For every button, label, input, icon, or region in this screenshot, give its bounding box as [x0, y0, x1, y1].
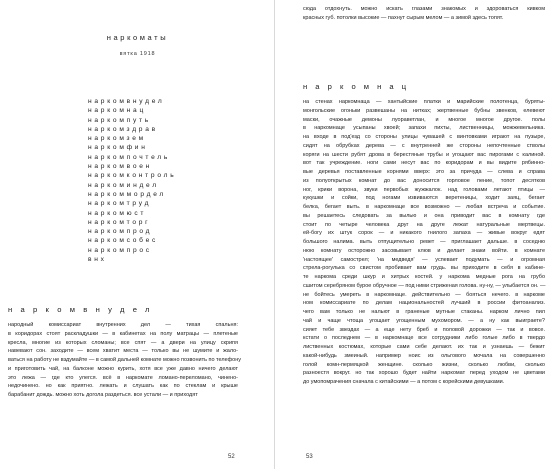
commissariat-item: наркомвнудел	[88, 98, 165, 105]
commissariat-item: наркомвоен	[88, 163, 153, 171]
commissariat-item: наркомздрав	[88, 125, 158, 133]
text-line: в наркомнаце усыпаны хвоей; запахи пихты, лиственницы, можжевельника.	[303, 125, 545, 132]
text-line: ног, крики ворона, звуки первобых жужжалок. над головами летают птицы —	[303, 186, 545, 193]
text-line: навевают сон. заходите — всем хватит места — только вы не шумите и жало-	[8, 348, 238, 355]
commissariat-item: наркомзем	[88, 135, 146, 143]
commissariat-item: наркомнац	[88, 107, 146, 115]
chapter-heading: наркомвнудел	[8, 305, 158, 314]
text-line: сидят на обрубках дерева — с внутренней же стороны непочтенные стволы	[303, 142, 545, 149]
text-line: это лежа — где кто улегся. всё в наркомате ломано-переломано, чиненo-	[8, 374, 238, 381]
right-page	[275, 0, 550, 469]
text-line: маски, очажные демоны луораветлан, и многое многое другое. полы	[303, 116, 545, 123]
page-number: 52	[228, 454, 235, 460]
text-line: стоит по четыре человека друг на друге лежат натуральные мертвецы.	[303, 221, 545, 228]
text-line: ей-богу их штук сорок — и никакого гнилого запаха — живые вокруг едят	[303, 230, 545, 237]
commissariat-item: наркомпуть	[88, 116, 151, 124]
commissariat-list	[88, 97, 177, 264]
text-line: какой-нибудь змеиный. например ноис из ольгового мочала на совершенно	[303, 352, 545, 359]
text-line: из полуоткрытых комнат до вас доносится горловое пение, топот десятков	[303, 177, 545, 184]
text-line: народный комиссариат внутренних дел — тихая спальня:	[8, 322, 238, 328]
text-line: вы решаетесь следовать за вылью и она приводит вас в комнату где	[303, 212, 545, 219]
text-line: до умопомрачения сначала с китайскими — а потом с корейскими девушками.	[303, 379, 505, 385]
text-line: разноестя вокруг. но так хорошо будет найти наркомат перед уходом не цветами	[303, 370, 545, 377]
commissariat-item: наркоммордел	[88, 190, 166, 198]
text-line: сшитом серебряном бурое обручное — под ними стриженая голова. ну-ну, — улыбается он. —	[303, 282, 546, 289]
commissariat-item: наркомконтроль	[88, 172, 177, 180]
continued-text	[303, 5, 545, 22]
commissariat-item: наркомпрод	[88, 228, 153, 236]
text-line: ваться на работу не вздумайте — в самой дальней комнате можно позвонить по телефону	[8, 357, 242, 363]
chapter-heading: наркомнац	[303, 82, 415, 91]
text-line: в коридорах стоят раскладушки — в кабинетах на полу матрацы — плетеные	[8, 330, 238, 337]
text-line: и приготовить чай, на балконе можно курить, хотя все уже давно ничего делают	[8, 365, 238, 372]
text-line: чай и чаще чтоща угощает угощенным мухомором. — а ну как выиграете?	[303, 317, 545, 324]
text-line: красных губ. потолки высокие — пахнут сырым мелом — а зимой здесь топят.	[303, 14, 504, 21]
text-line: белка, бегает выть. в наркомнаце все возможно — любая встреча и событие.	[303, 204, 545, 210]
left-page	[0, 0, 274, 469]
text-line: те наркома среди шкур и хитрых костей. у наркома медные рога на грубо	[303, 274, 545, 280]
text-line: коряги на шести рубят дрова в берестяные трубы и угощают вас пирогами с калиной.	[303, 151, 545, 158]
text-line: стрела-рогулька со свистом пробивает вам грудь. вы приходите в себя в кабине-	[303, 265, 545, 272]
page-number: 53	[306, 454, 313, 460]
commissariat-item: наркомсобес	[88, 237, 159, 245]
text-line: недочинено. но как приятно. лежать и слушать как по стеклам и крыше	[8, 383, 238, 390]
body-text	[8, 321, 242, 400]
commissariat-item: наркомтруд	[88, 200, 152, 208]
text-line: монгольские огоньки развешаны на нитках; жертвенные бубны звенков, елевеют	[303, 107, 545, 114]
section-title: наркоматы	[106, 33, 169, 42]
text-line: сияет тебе звездах — а еще нету бреб и половой дорожки — так и вовсе.	[303, 326, 545, 333]
text-line: барабанит дождь. можно хоть догола раздеться. все устали — и приходят	[8, 392, 198, 398]
body-text	[303, 98, 545, 387]
commissariat-item: наркоминдел	[88, 181, 159, 189]
commissariat-item: наркомпочтель	[88, 153, 171, 161]
commissariat-item: наркомпрос	[88, 246, 152, 254]
text-line: 'настоящее' самострел; 'на медведя' — успевает подумать — и огромная	[303, 256, 545, 263]
text-line: на стенах наркомнаца — хантыйские платки и марийские полотенца, буряты-	[303, 99, 545, 105]
text-line: лиственных костюмах, которые сами себе делают. их так и узнаешь — бежит	[303, 344, 545, 350]
text-line: нюю комнату осторожно засовывает клюв и делает знаки войти. в комнате	[303, 247, 545, 254]
section-subtitle: вятка 1918	[119, 51, 156, 57]
commissariat-item: наркомфин	[88, 144, 148, 152]
text-line: вые деревья поставленные корнями вверх: это за причуда — слева и справа	[303, 169, 545, 175]
commissariat-item: наркомторг	[88, 218, 151, 226]
text-line: сюда отдохнуть. можно искать глазами знакомых и здороваться кивком	[303, 6, 545, 12]
text-line: не бойтесь умереть в наркомнаце. действительно — бояться нечего. в наркоме	[303, 291, 545, 298]
commissariat-item: внх	[88, 256, 107, 264]
text-line: кстати о последнем — в наркомнаце все сотрудники либо голые либо в твердо	[303, 335, 545, 342]
text-line: вот так учреждение. ноги сами несут вас по коридорам и вы видите рябинно-	[303, 160, 545, 167]
text-line: на входе в под'езд со стороны улицы чувашей с винтовками играют на пузыре,	[303, 134, 545, 140]
text-line: кукушки и сойки, под ногами извиваются веретеницы, ходит заяц, бегает	[303, 195, 545, 202]
text-line: ном комиссариате по делам национальностей лучший в россии фитоанализ.	[303, 300, 545, 307]
text-line: большого налима. выть отпущительно ревет — приглашает дальше. в соседню	[303, 239, 545, 245]
text-line: кресла, многие из которых сломаны; все спят — а двери на улицу скрипя	[8, 339, 238, 346]
commissariat-item: наркомюст	[88, 209, 147, 217]
text-line: чего вам только не нальют в граненые мутные стаканы. нарком лично пил	[303, 309, 545, 315]
text-line: голой комн-пермяцкой женщине. сколько жизни, сколько любви, сколько	[303, 361, 545, 368]
